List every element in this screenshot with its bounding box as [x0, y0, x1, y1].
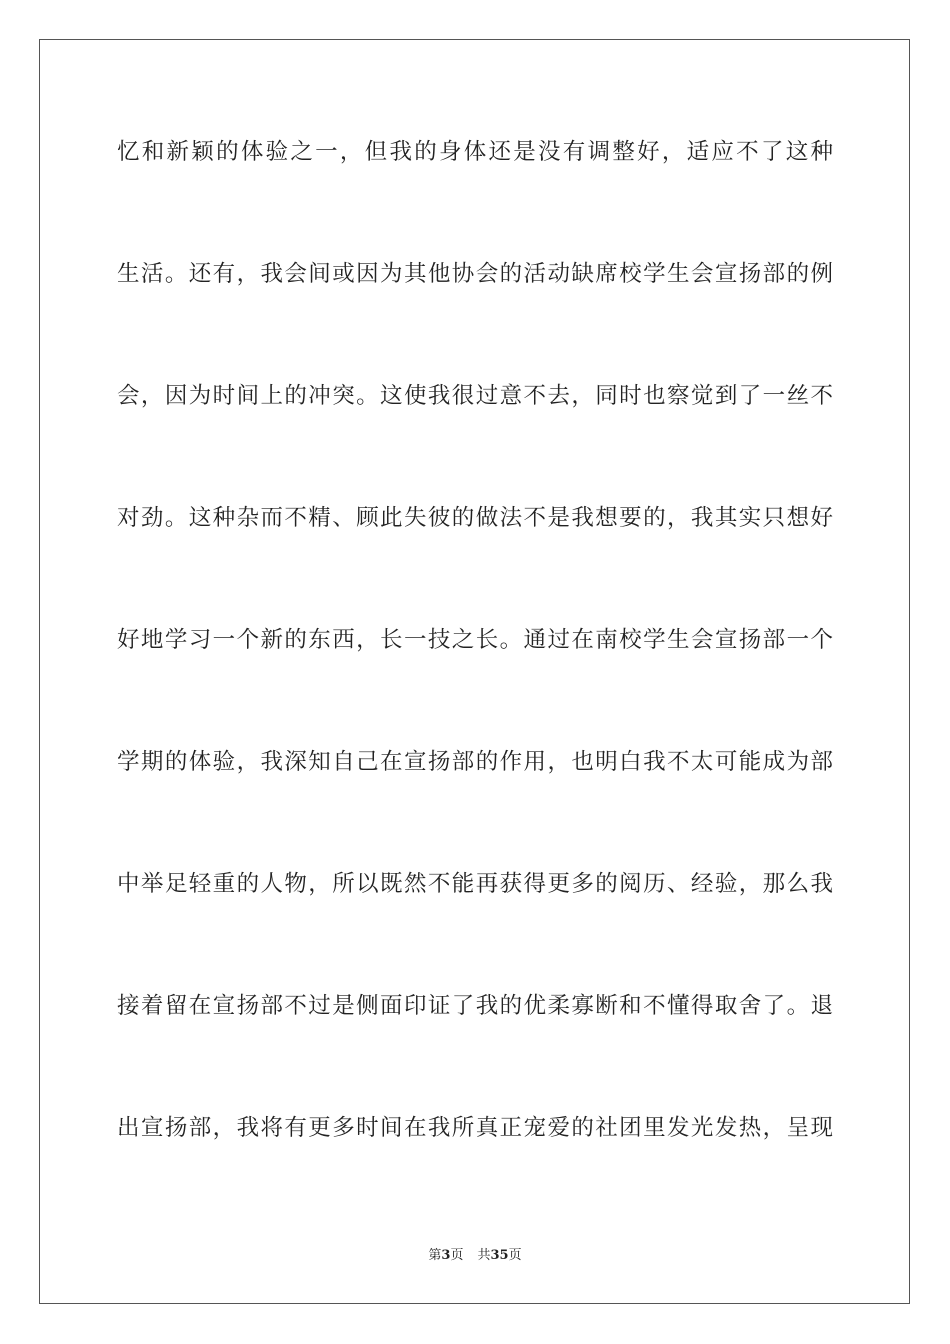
total-prefix: 共	[477, 1248, 491, 1263]
body-text-line: 会，因为时间上的冲突。这使我很过意不去，同时也察觉到了一丝不	[117, 383, 833, 409]
total-pages: 35	[490, 1248, 509, 1263]
page-suffix: 页	[450, 1248, 464, 1263]
body-text-line: 学期的体验，我深知自己在宣扬部的作用，也明白我不太可能成为部	[117, 749, 833, 775]
body-text-line: 忆和新颖的体验之一，但我的身体还是没有调整好，适应不了这种	[117, 139, 833, 165]
page-footer	[0, 1247, 950, 1265]
body-text-line: 中举足轻重的人物，所以既然不能再获得更多的阅历、经验，那么我	[117, 871, 833, 897]
page-prefix: 第	[428, 1248, 442, 1263]
body-text-line: 出宣扬部，我将有更多时间在我所真正宠爱的社团里发光发热，呈现	[117, 1115, 833, 1141]
page-number: 3	[441, 1248, 451, 1263]
body-text-line: 好地学习一个新的东西，长一技之长。通过在南校学生会宣扬部一个	[117, 627, 833, 653]
body-text-line: 接着留在宣扬部不过是侧面印证了我的优柔寡断和不懂得取舍了。退	[117, 993, 833, 1019]
body-text-line: 对劲。这种杂而不精、顾此失彼的做法不是我想要的，我其实只想好	[117, 505, 833, 531]
total-suffix: 页	[508, 1248, 522, 1263]
body-text-line: 生活。还有，我会间或因为其他协会的活动缺席校学生会宣扬部的例	[117, 261, 833, 287]
